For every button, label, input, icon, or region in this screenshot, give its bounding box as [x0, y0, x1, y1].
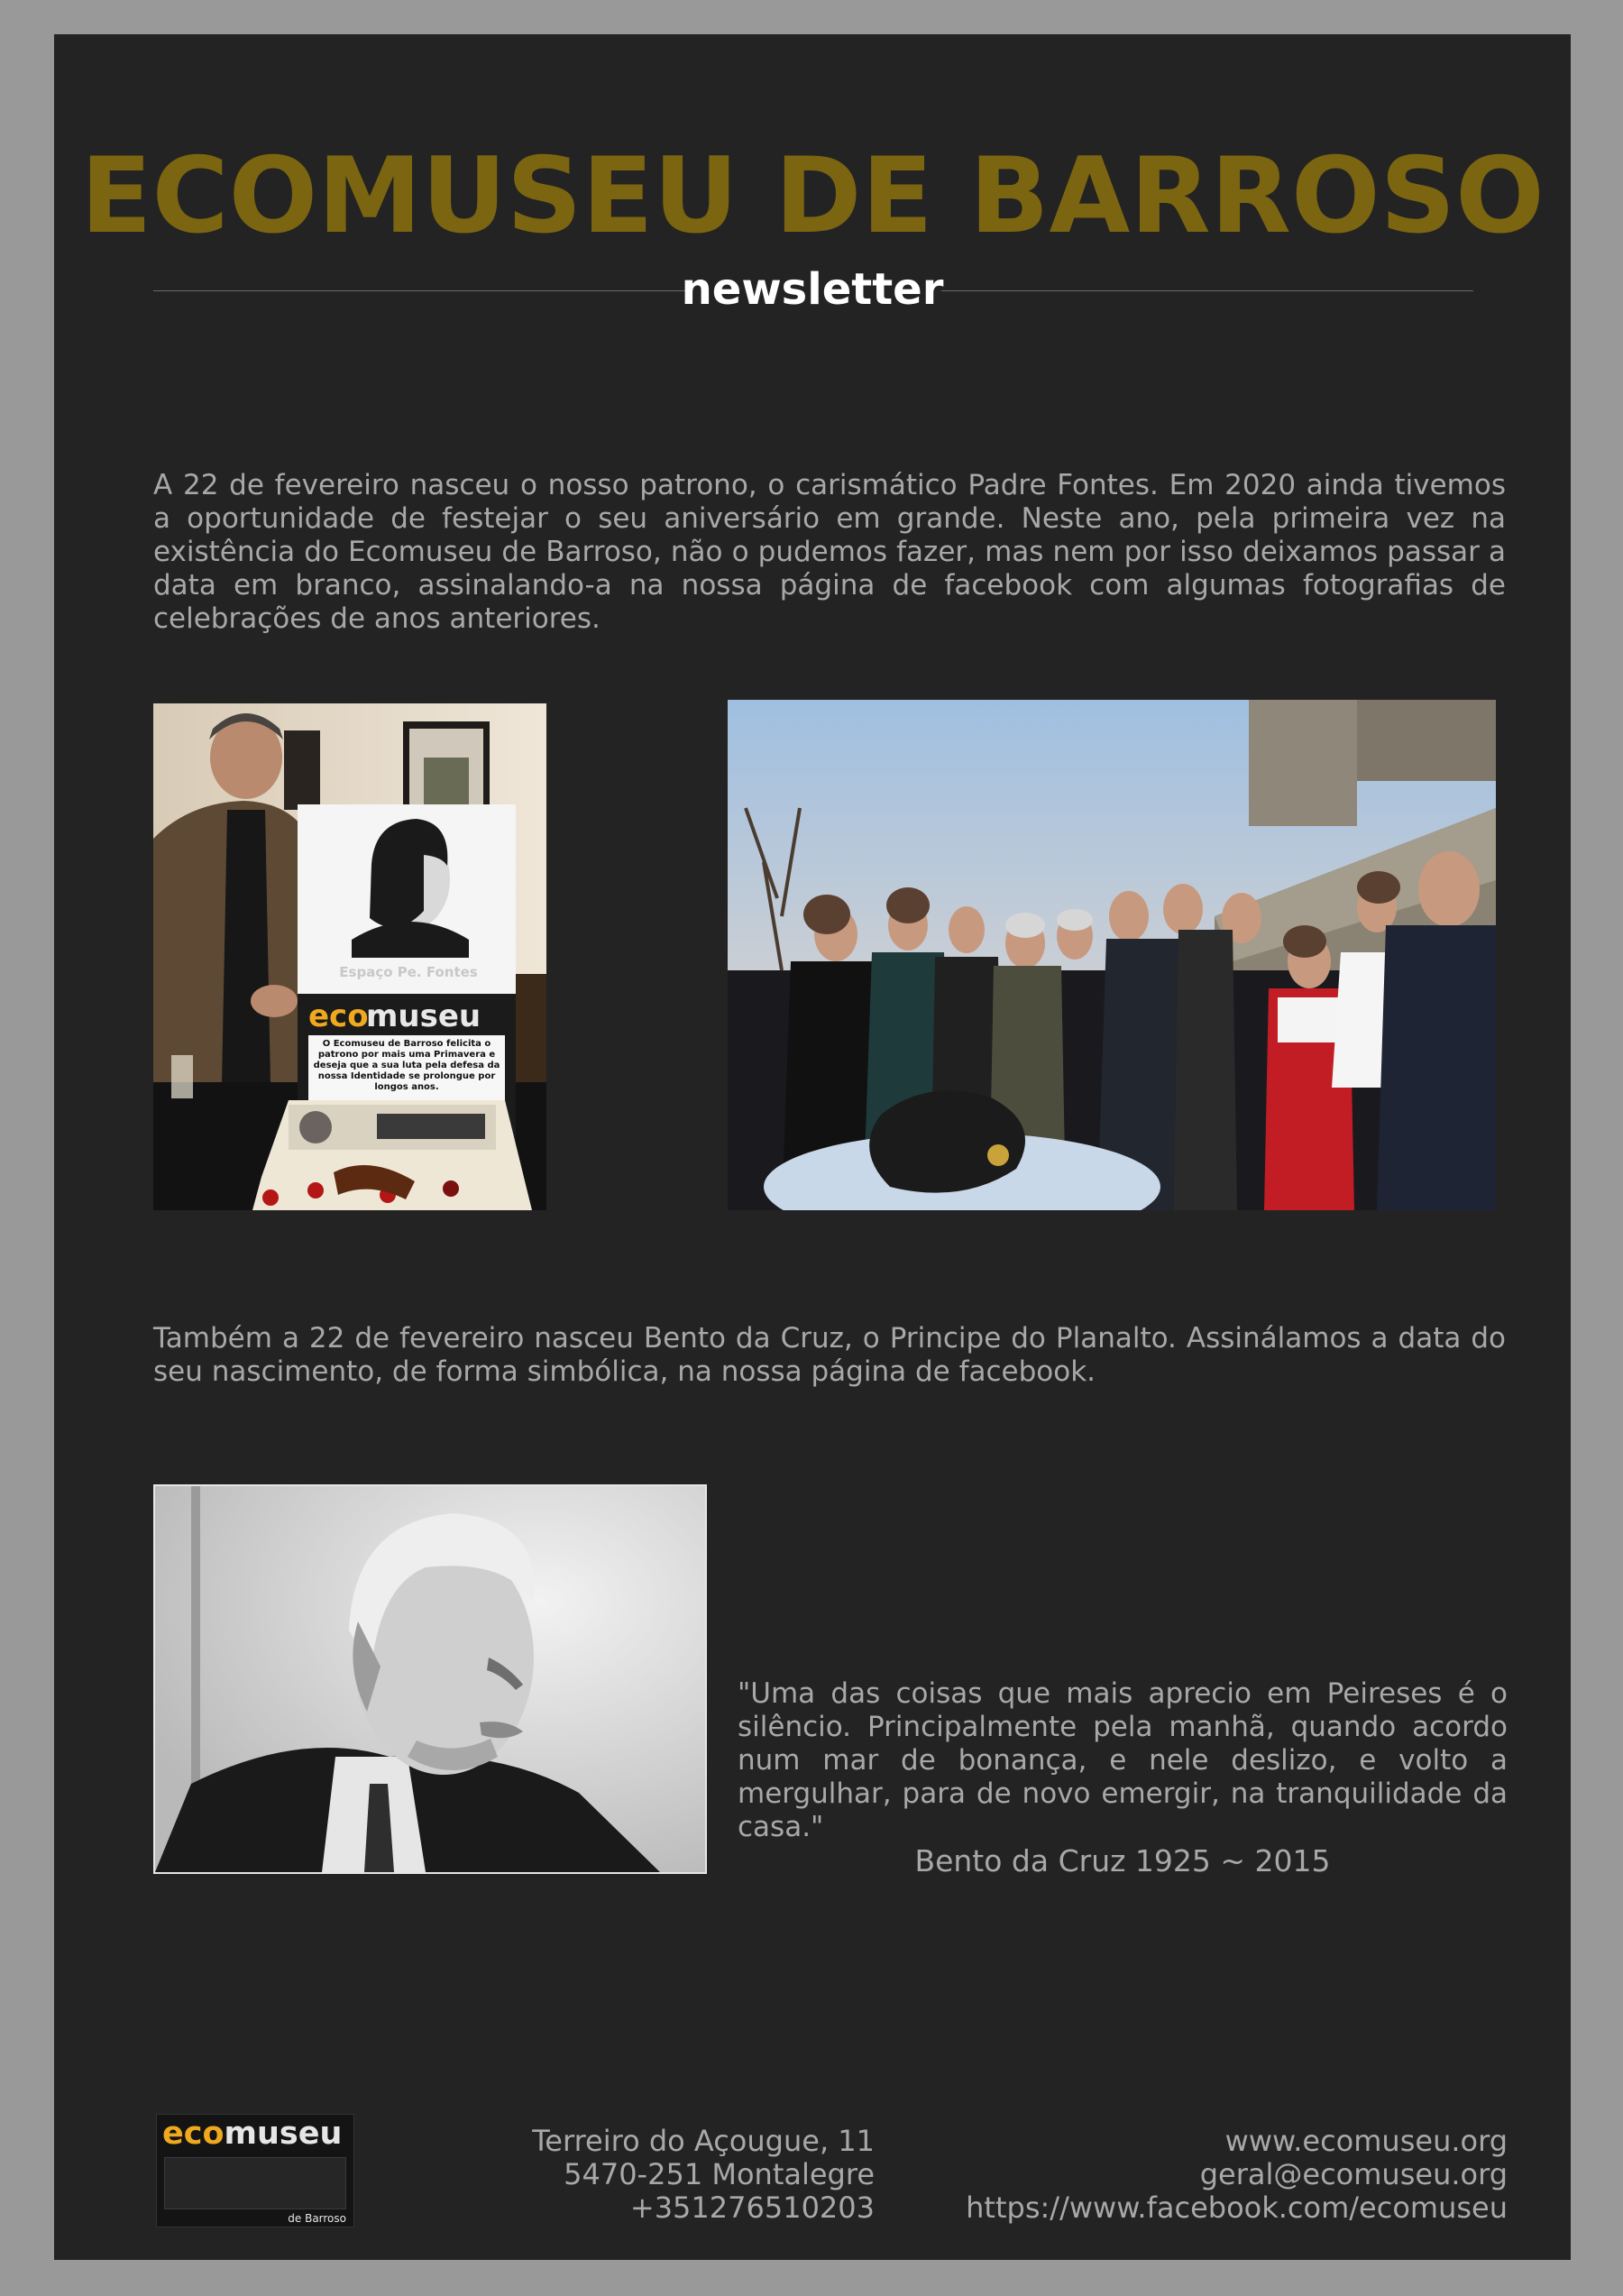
padre-fontes-cake-photo — [153, 703, 546, 1210]
group-celebration-photo — [728, 700, 1496, 1210]
footer-address — [469, 2125, 875, 2225]
newsletter-title: ECOMUSEU DE BARROSO — [80, 135, 1545, 257]
footer-contacts — [920, 2125, 1508, 2225]
ecomuseu-logo — [156, 2114, 354, 2227]
logo-museu-text: museu — [224, 2116, 343, 2152]
bento-quote: "Uma das coisas que mais aprecio em Peireses é o silêncio. Principalmente pela manhã, quando acordo num mar de bonança, e nele deslizo, e volto a mergulhar, para de novo emergir, na tranquilidade da casa." — [738, 1677, 1508, 1843]
logo-subtitle: de Barroso — [288, 2212, 346, 2225]
sign-logo-museu: museu — [366, 998, 481, 1034]
logo-eco-text: eco — [162, 2116, 225, 2152]
address-city: 5470-251 Montalegre — [564, 2157, 875, 2191]
website-link[interactable]: www.ecomuseu.org — [1224, 2124, 1508, 2158]
logo-box — [164, 2157, 346, 2209]
bento-da-cruz-portrait — [153, 1484, 707, 1874]
sign-logo-eco: eco — [308, 998, 369, 1034]
newsletter-subtitle: newsletter — [681, 264, 944, 315]
newsletter-page — [54, 34, 1571, 2260]
sign-text: O Ecomuseu de Barroso felicita o patrono por mais uma Primavera e deseja que a sua luta pela defesa da nossa Identidade se prolongue por longos anos. — [313, 1039, 500, 1092]
address-street: Terreiro do Açougue, 11 — [532, 2124, 875, 2158]
address-phone: +351276510203 — [629, 2190, 875, 2225]
facebook-link[interactable]: https://www.facebook.com/ecomuseu — [966, 2190, 1508, 2225]
quote-author: Bento da Cruz 1925 ~ 2015 — [914, 1843, 1331, 1878]
email-link[interactable]: geral@ecomuseu.org — [1199, 2157, 1508, 2191]
sign-caption: Espaço Pe. Fontes — [339, 964, 478, 980]
bento-paragraph: Também a 22 de fevereiro nasceu Bento da Cruz, o Principe do Planalto. Assinálamos a data do seu nascimento, de forma simbólica, na nossa página de facebook. — [153, 1322, 1506, 1388]
intro-paragraph: A 22 de fevereiro nasceu o nosso patrono, o carismático Padre Fontes. Em 2020 ainda tivemos a oportunidade de festejar o seu aniversário em grande. Neste ano, pela primeira vez na existência do Ecomuseu de Barroso, não o pudemos fazer, mas nem por isso deixamos passar a data em branco, assinalando-a na nossa página de facebook com algumas fotografias de celebrações de anos anteriores. — [153, 469, 1506, 635]
